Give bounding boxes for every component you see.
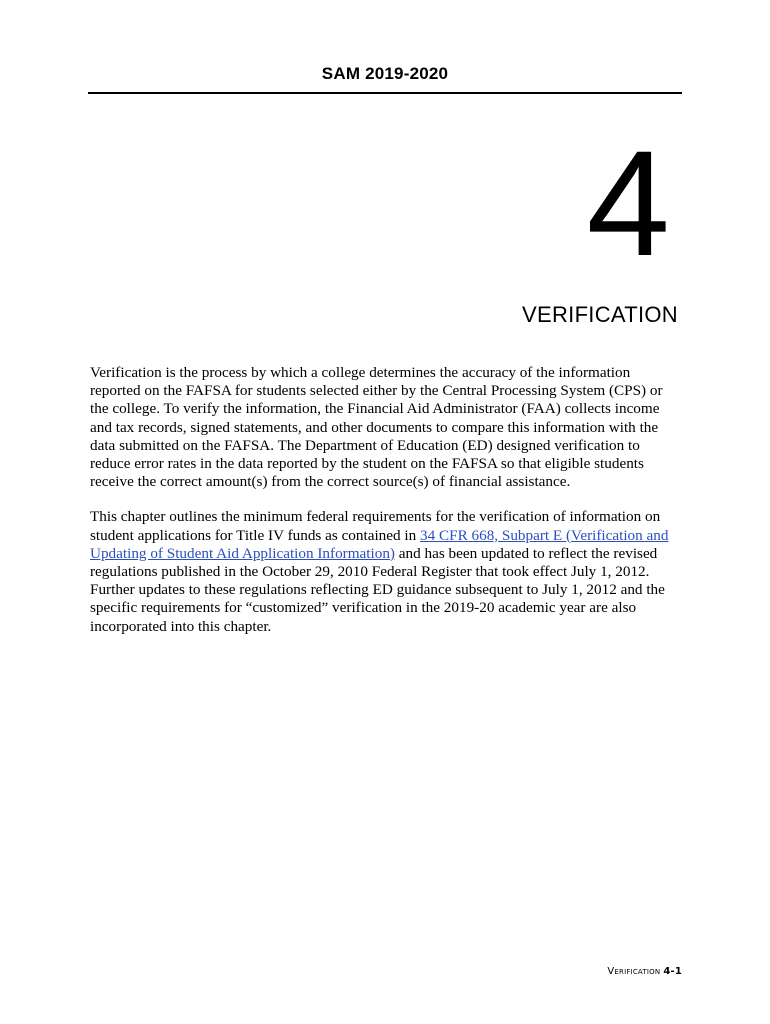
footer-section-label: Verification — [607, 966, 661, 977]
scope-paragraph — [90, 508, 680, 635]
page-footer — [607, 966, 682, 977]
chapter-title: VERIFICATION — [522, 302, 678, 327]
cfr-link[interactable]: 34 CFR 668, Subpart E (Verification and Updating of Student Aid Application Information) — [90, 526, 669, 562]
header-rule — [88, 92, 682, 94]
page-header-title: SAM 2019-2020 — [321, 64, 449, 83]
chapter-number: 4 — [586, 119, 670, 287]
intro-paragraph: Verification is the process by which a college determines the accuracy of the information reported on the FAFSA for students selected either by the Central Processing System (CPS) or the college. To verify the information, the Financial Aid Administrator (FAA) collects income and tax records, signed statements, and other documents to compare this information with the data submitted on the FAFSA. The Department of Education (ED) designed verification to reduce error rates in the data reported by the student on the FAFSA so that eligible students receive the correct amount(s) from the correct source(s) of financial assistance. — [90, 364, 663, 491]
chapter-body — [90, 364, 680, 653]
scope-text-start: This chapter outlines the minimum federal requirements for the verification of information on student applications for Title IV funds as contained in — [90, 508, 661, 544]
scope-text-end: and has been updated to reflect the revised regulations published in the October 29, 2010 Federal Register that took effect July 1, 2012. Further updates to these regulations reflecting ED guidance subsequent to July 1, 2012 and the specific requirements for “customized” verification in the 2019-20 academic year are also incorporated into this chapter. — [90, 544, 665, 635]
footer-page-number: 4-1 — [663, 966, 682, 977]
